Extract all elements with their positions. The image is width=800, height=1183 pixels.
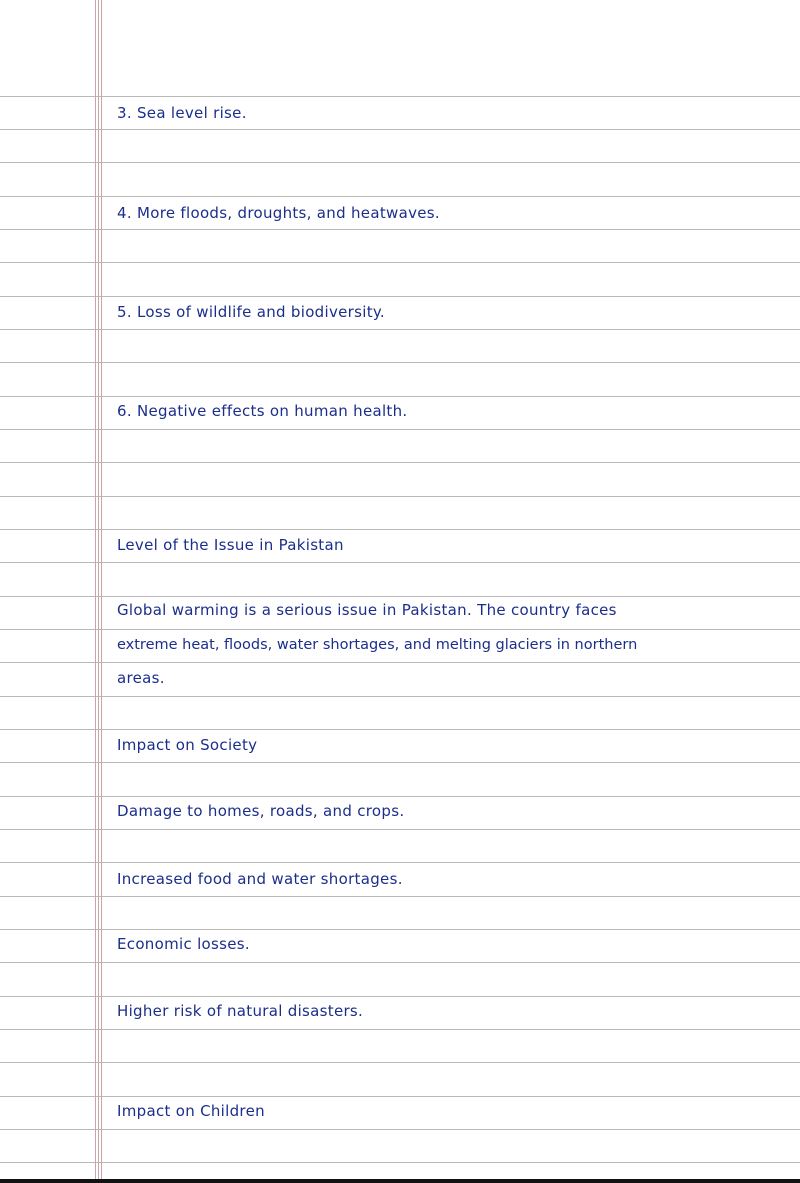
paragraph-line: Global warming is a serious issue in Pakistan. The country faces (117, 601, 617, 619)
ruled-line (0, 162, 800, 163)
margin-line (95, 0, 96, 1183)
society-item: Increased food and water shortages. (117, 870, 403, 888)
page-bottom-edge (0, 1179, 800, 1183)
list-item-sea-level: 3. Sea level rise. (117, 104, 247, 122)
society-item: Damage to homes, roads, and crops. (117, 802, 405, 820)
ruled-line (0, 996, 800, 997)
ruled-line (0, 1129, 800, 1130)
ruled-line (0, 462, 800, 463)
ruled-line (0, 729, 800, 730)
ruled-line (0, 129, 800, 130)
ruled-line (0, 1096, 800, 1097)
ruled-line (0, 96, 800, 97)
ruled-line (0, 396, 800, 397)
margin-line (98, 0, 99, 1183)
ruled-line (0, 496, 800, 497)
ruled-line (0, 296, 800, 297)
list-item-floods: 4. More floods, droughts, and heatwaves. (117, 204, 440, 222)
paragraph-line: extreme heat, floods, water shortages, and melting glaciers in northern (117, 637, 638, 653)
ruled-line (0, 596, 800, 597)
ruled-line (0, 262, 800, 263)
ruled-line (0, 1062, 800, 1063)
ruled-line (0, 629, 800, 630)
ruled-line (0, 696, 800, 697)
ruled-line (0, 329, 800, 330)
ruled-line (0, 229, 800, 230)
ruled-line (0, 896, 800, 897)
margin-line (101, 0, 102, 1183)
ruled-line (0, 529, 800, 530)
ruled-line (0, 862, 800, 863)
list-item-wildlife: 5. Loss of wildlife and biodiversity. (117, 303, 385, 321)
society-item: Economic losses. (117, 935, 250, 953)
section-heading-society: Impact on Society (117, 736, 258, 754)
ruled-line (0, 662, 800, 663)
ruled-line (0, 429, 800, 430)
ruled-line (0, 562, 800, 563)
society-item: Higher risk of natural disasters. (117, 1002, 364, 1020)
paragraph-line: areas. (117, 669, 165, 687)
ruled-line (0, 1162, 800, 1163)
ruled-line (0, 196, 800, 197)
ruled-line (0, 962, 800, 963)
ruled-line (0, 796, 800, 797)
section-heading-pakistan: Level of the Issue in Pakistan (117, 536, 344, 554)
section-heading-children: Impact on Children (117, 1102, 265, 1120)
ruled-line (0, 1029, 800, 1030)
ruled-line (0, 829, 800, 830)
ruled-line (0, 762, 800, 763)
list-item-health: 6. Negative effects on human health. (117, 402, 408, 420)
ruled-line (0, 929, 800, 930)
ruled-line (0, 362, 800, 363)
